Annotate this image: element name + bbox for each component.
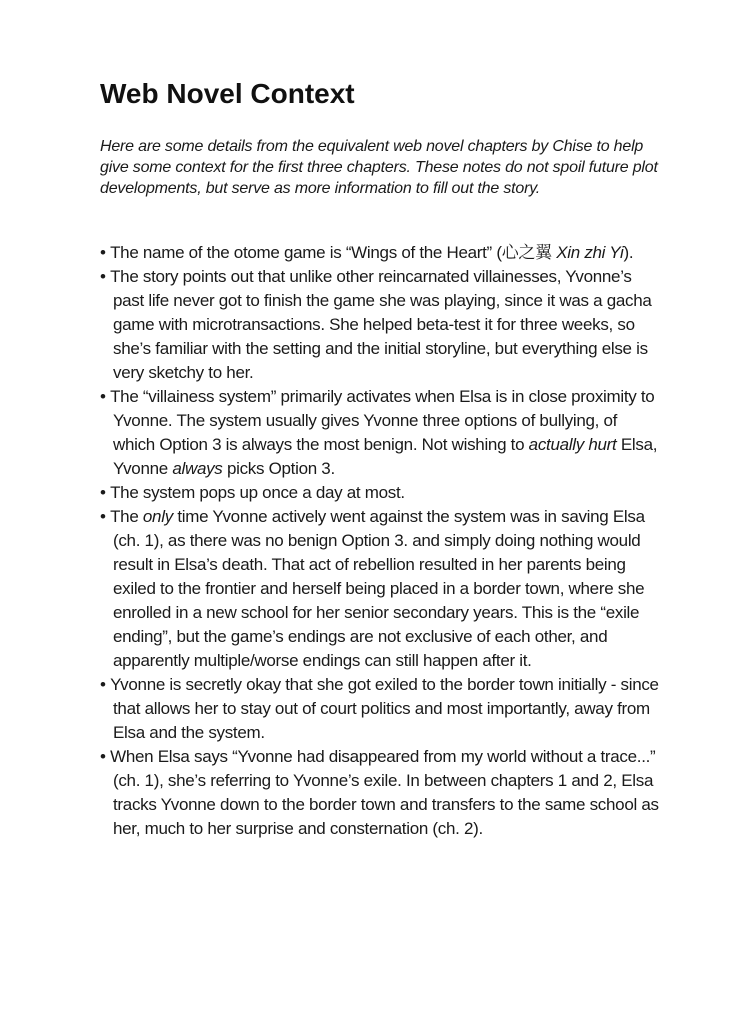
intro-paragraph: Here are some details from the equivalent web novel chapters by Chise to help give some context for the first three chapters. These notes do not spoil future plot developments, but serve as more information to fill out the story. <box>100 138 658 198</box>
list-item <box>100 745 662 841</box>
list-item <box>100 265 662 385</box>
body-text: When Elsa says “Yvonne had disappeared from my world without a trace...” (ch. 1), she’s referring to Yvonne’s exile. In between chapters 1 and 2, Elsa tracks Yvonne down to the border town and transfers to the same school as her, much to her surprise and consternation (ch. 2). <box>110 747 659 839</box>
emphasized-text: only <box>142 507 173 527</box>
emphasized-text: actually hurt <box>528 435 617 455</box>
body-text: The system pops up once a day at most. <box>110 483 405 503</box>
list-item <box>100 505 662 673</box>
list-item <box>100 385 662 481</box>
list-item <box>100 481 662 505</box>
page-title: Web Novel Context <box>100 78 355 109</box>
body-text: Yvonne is secretly okay that she got exiled to the border town initially - since that allows her to stay out of court politics and most importantly, away from Elsa and the system. <box>110 675 659 743</box>
list-item <box>100 673 662 745</box>
body-text: The “villainess system” primarily activates when Elsa is in close proximity to Yvonne. The system usually gives Yvonne three options of bullying, of which Option 3 is always the most benign. Not wishing to <box>110 387 655 455</box>
bullet-list <box>100 241 662 841</box>
body-text: The <box>110 507 143 527</box>
body-text: picks Option 3. <box>222 459 335 479</box>
body-text: ). <box>623 243 634 263</box>
emphasized-text: always <box>172 459 223 479</box>
body-text: The story points out that unlike other reincarnated villainesses, Yvonne’s past life never got to finish the game she was playing, since it was a gacha game with microtransactions. She helped beta-test it for three weeks, so she’s familiar with the setting and the initial storyline, but everything else is very sketchy to her. <box>110 267 652 383</box>
body-text: Elsa, Yvonne <box>113 435 658 479</box>
body-text: time Yvonne actively went against the system was in saving Elsa (ch. 1), as there was no benign Option 3. and simply doing nothing would result in Elsa’s death. That act of rebellion resulted in her parents being exiled to the frontier and herself being placed in a border town, where she enrolled in a new school for her senior secondary years. This is the “exile ending”, but the game’s endings are not exclusive of each other, and apparently multiple/worse endings can still happen after it. <box>113 507 645 671</box>
emphasized-text: Xin zhi Yi <box>556 243 624 263</box>
body-text: The name of the otome game is “Wings of the Heart” (心之翼 <box>110 243 557 263</box>
list-item <box>100 241 662 265</box>
